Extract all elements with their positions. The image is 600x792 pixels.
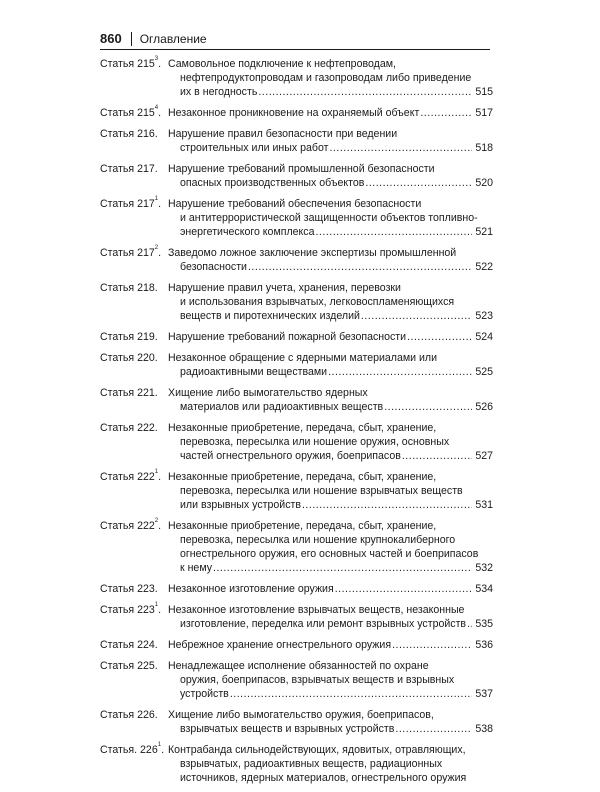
title-line: перевозка, пересылка или ношение оружия, основных (180, 436, 450, 448)
title-line: огнестрельного оружия, его основных частей и боеприпасов (180, 548, 479, 560)
title-line: Незаконное изготовление оружия (168, 583, 334, 595)
entry-title (168, 708, 493, 736)
page-ref[interactable]: 522 (475, 261, 493, 273)
page-ref[interactable]: 537 (475, 688, 493, 700)
toc-entry[interactable] (100, 470, 493, 512)
article-label: Статья 217. (100, 163, 158, 175)
header-separator (131, 32, 132, 46)
toc-entry[interactable] (100, 603, 493, 631)
title-line: материалов или радиоактивных веществ (180, 401, 384, 413)
header-title: Оглавление (139, 32, 207, 46)
page-ref[interactable]: 520 (475, 177, 493, 189)
article-label: Статья $217^1$. (100, 196, 162, 210)
title-line: Нарушение правил учета, хранения, перевозки (168, 282, 401, 294)
title-line: изготовление, переделка или ремонт взрывных устройств (180, 618, 467, 630)
title-line: Контрабанда сильнодействующих, ядовитых, отравляющих, (168, 744, 466, 756)
dot-leader (407, 330, 472, 344)
article-label: Статья 221. (100, 387, 158, 399)
entry-title (168, 638, 493, 652)
title-line: или взрывных устройств (180, 499, 301, 511)
title-line: Самовольное подключение к нефтепроводам, (168, 58, 396, 70)
article-label: Статья 216. (100, 128, 158, 140)
entry-title (168, 386, 493, 414)
page-number: 860 (100, 31, 122, 46)
toc-entry[interactable] (100, 421, 493, 463)
dot-leader (420, 106, 472, 120)
dot-leader (384, 400, 472, 414)
entry-title (168, 351, 493, 379)
entry-title (168, 246, 493, 274)
article-label: Статья $223^1$. (100, 602, 162, 616)
dot-leader (395, 722, 472, 736)
title-line: Незаконное обращение с ядерными материалами или (168, 352, 438, 364)
title-line: нефтепродуктопроводам и газопроводам либо приведение (180, 72, 472, 84)
article-label: Статья $222^2$. (100, 518, 162, 532)
page-ref[interactable]: 531 (475, 499, 493, 511)
page-ref[interactable]: 532 (475, 562, 493, 574)
article-label: Статья 218. (100, 282, 158, 294)
page-ref[interactable]: 523 (475, 310, 493, 322)
entry-title (168, 57, 493, 99)
title-line: их в негодность (180, 86, 258, 98)
title-line: перевозка, пересылка или ношение взрывчатых веществ (180, 485, 463, 497)
title-line: Незаконные приобретение, передача, сбыт, хранение, (168, 422, 437, 434)
title-line: Незаконные приобретение, передача, сбыт, хранение, (168, 471, 437, 483)
toc-entry[interactable] (100, 659, 493, 701)
article-label: Статья 223. (100, 583, 158, 595)
dot-leader (467, 617, 472, 631)
article-label: Статья $222^1$. (100, 469, 162, 483)
page-ref[interactable]: 515 (475, 86, 493, 98)
dot-leader (230, 687, 472, 701)
toc-entry[interactable] (100, 106, 493, 120)
dot-leader (248, 260, 472, 274)
title-line: Нарушение правил безопасности при ведении (168, 128, 398, 140)
title-line: Нарушение требований пожарной безопасности (168, 331, 407, 343)
article-label: Статья. $226^1$. (100, 742, 165, 756)
entry-title (168, 330, 493, 344)
toc-entry[interactable] (100, 743, 493, 785)
entry-title (168, 659, 493, 701)
page-ref[interactable]: 525 (475, 366, 493, 378)
title-line: Хищение либо вымогательство ядерных (168, 387, 368, 399)
title-line: взрывчатых веществ и взрывных устройств (180, 723, 395, 735)
toc-entry[interactable] (100, 162, 493, 190)
page-ref[interactable]: 524 (475, 331, 493, 343)
title-line: Заведомо ложное заключение экспертизы промышленной (168, 247, 457, 259)
page-ref[interactable]: 526 (475, 401, 493, 413)
title-line: Хищение либо вымогательство оружия, боеприпасов, (168, 709, 434, 721)
title-line: Незаконные приобретение, передача, сбыт, хранение, (168, 520, 437, 532)
article-label: Статья 225. (100, 660, 158, 672)
dot-leader (392, 638, 472, 652)
toc-entry[interactable] (100, 281, 493, 323)
toc-entry[interactable] (100, 351, 493, 379)
title-line: Ненадлежащее исполнение обязанностей по охране (168, 660, 429, 672)
title-line: к нему (180, 562, 213, 574)
page-ref[interactable]: 517 (475, 107, 493, 119)
article-label: Статья 224. (100, 639, 158, 651)
dot-leader (315, 225, 472, 239)
dot-leader (361, 309, 472, 323)
entry-title (168, 519, 493, 575)
title-line: радиоактивными веществами (180, 366, 328, 378)
entry-title (168, 582, 493, 596)
article-label: Статья 222. (100, 422, 158, 434)
entry-title (168, 470, 493, 512)
title-line: Незаконное проникновение на охраняемый объект (168, 107, 420, 119)
title-line: устройств (180, 688, 229, 700)
title-line: Незаконное изготовление взрывчатых веществ, незаконные (168, 604, 465, 616)
entry-title (168, 281, 493, 323)
entry-title (168, 421, 493, 463)
title-line: оружия, боеприпасов, взрывчатых веществ и взрывных (180, 674, 455, 686)
article-label: Статья 220. (100, 352, 158, 364)
dot-leader (329, 141, 472, 155)
dot-leader (258, 85, 472, 99)
title-line: Нарушение требований обеспечения безопасности (168, 198, 422, 210)
entry-title (168, 106, 493, 120)
title-line: и использования взрывчатых, легковоспламеняющихся (180, 296, 455, 308)
dot-leader (335, 582, 472, 596)
title-line: опасных производственных объектов (180, 177, 365, 189)
page-ref[interactable]: 536 (475, 639, 493, 651)
entry-title (168, 603, 493, 631)
toc-entry[interactable] (100, 519, 493, 575)
article-label: Статья $215^3$. (100, 56, 162, 70)
dot-leader (213, 561, 472, 575)
page-ref[interactable]: 518 (475, 142, 493, 154)
toc-entry[interactable] (100, 386, 493, 414)
title-line: и антитеррористической защищенности объектов топливно- (180, 212, 478, 224)
dot-leader (402, 449, 472, 463)
entry-title (168, 127, 493, 155)
page-ref[interactable]: 527 (475, 450, 493, 462)
toc-entry[interactable] (100, 708, 493, 736)
entry-title (168, 162, 493, 190)
dot-leader (365, 176, 472, 190)
title-line: Нарушение требований промышленной безопасности (168, 163, 435, 175)
page-ref[interactable]: 535 (475, 618, 493, 630)
article-label: Статья 219. (100, 331, 158, 343)
toc-entry[interactable] (100, 197, 493, 239)
title-line: строительных или иных работ (180, 142, 329, 154)
article-label: Статья 226. (100, 709, 158, 721)
header-rule (100, 49, 490, 50)
dot-leader (302, 498, 472, 512)
title-line: Небрежное хранение огнестрельного оружия (168, 639, 392, 651)
running-header (100, 31, 490, 47)
article-label: Статья $217^2$. (100, 245, 162, 259)
title-line: безопасности (180, 261, 247, 273)
page-ref[interactable]: 538 (475, 723, 493, 735)
toc-entry[interactable] (100, 638, 493, 652)
title-line: частей огнестрельного оружия, боеприпасов (180, 450, 401, 462)
toc-entry[interactable] (100, 330, 493, 344)
title-line: энергетического комплекса (180, 226, 315, 238)
title-line: взрывчатых, радиоактивных веществ, радиационных (180, 758, 443, 770)
toc-entry[interactable] (100, 246, 493, 274)
article-label: Статья $215^4$. (100, 105, 162, 119)
entry-title (168, 197, 493, 239)
page-ref[interactable]: 534 (475, 583, 493, 595)
title-line: источников, ядерных материалов, огнестрельного оружия (180, 772, 467, 784)
toc-entry[interactable] (100, 582, 493, 596)
toc-entry[interactable] (100, 127, 493, 155)
title-line: веществ и пиротехнических изделий (180, 310, 360, 322)
toc-entry[interactable] (100, 57, 493, 99)
entry-title (168, 743, 493, 785)
dot-leader (328, 365, 472, 379)
page-ref[interactable]: 521 (475, 226, 493, 238)
title-line: перевозка, пересылка или ношение крупнокалиберного (180, 534, 456, 546)
table-of-contents (100, 57, 493, 792)
